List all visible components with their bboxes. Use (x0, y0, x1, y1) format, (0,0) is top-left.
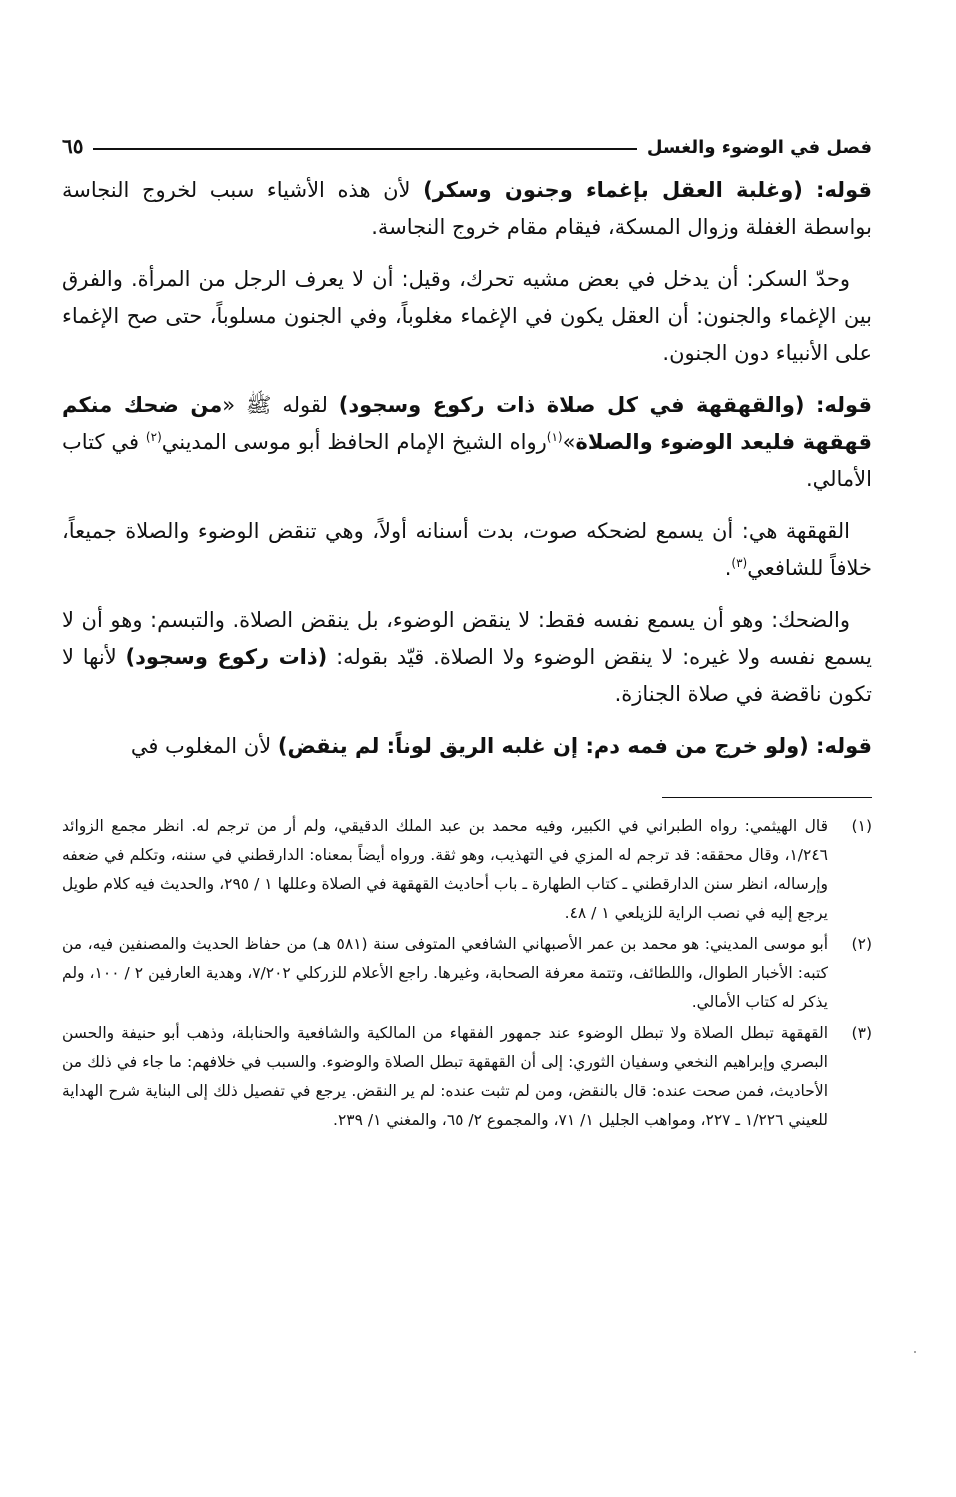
footnote-number: (١) (851, 817, 872, 835)
text-run: » (562, 430, 576, 454)
header-rule (93, 148, 636, 150)
emphasized-text: قوله: (ولو خرج من فمه دم: إن غلبه الريق لوناً: لم ينقض) (277, 734, 872, 758)
footnote-marker[interactable]: (٢) (145, 430, 162, 444)
footnote-item (62, 1019, 872, 1135)
footnote-item (62, 812, 872, 928)
paragraph (62, 602, 872, 713)
footnotes (62, 812, 872, 1135)
footnote-number: (٣) (851, 1024, 872, 1042)
footnote-text: أبو موسى المديني: هو محمد بن عمر الأصبهاني الشافعي المتوفى سنة (٥٨١ هـ) من حفاظ الحديث والمصنفين فيه، من كتبه: الأخبار الطوال، واللطائف، وتتمة معرفة الصحابة، وغيرها. راجع الأعلام للزركلي ٧/٢٠٢، وهدية العارفين ٢ / ١٠٠، ولم يذكر له كتاب الأمالي. (62, 935, 829, 1011)
footnote-item (62, 930, 872, 1017)
footnote-text: القهقهة تبطل الصلاة ولا تبطل الوضوء عند جمهور الفقهاء من المالكية والشافعية والحنابلة، وذهب أبو حنيفة والحسن البصري وإبراهيم النخعي وسفيان الثوري: إلى أن القهقهة تبطل الصلاة والوضوء. والسبب في خلافهم: ما جاء في ذلك من الأحاديث، فمن صحت عنده: قال بالنقض، ومن لم تثبت عنده: لم ير النقض. يرجع في تفصيل ذلك إلى البناية شرح الهداية للعيني ١/٢٢٦ ـ ٢٢٧، ومواهب الجليل ١/ ٧١، والمجموع ٢/ ٦٥، والمغني ١/ ٢٣٩. (62, 1024, 828, 1129)
emphasized-text: قوله: (والقهقهة في كل صلاة ذات ركوع وسجود) (338, 393, 872, 417)
page-number: ٦٥ (62, 134, 84, 158)
paragraph (62, 172, 872, 246)
paragraph (62, 513, 872, 587)
text-run: في كتاب الأمالي. (62, 430, 872, 491)
text-run: لأنها لا تكون ناقضة في صلاة الجنازة. (62, 645, 872, 706)
footnote-separator (662, 797, 872, 798)
paragraph (62, 261, 872, 372)
footnote-text: قال الهيثمي: رواه الطبراني في الكبير، وفيه محمد بن عبد الملك الدقيقي، ولم أر من ترجم له. انظر مجمع الزوائد ١/٢٤٦، وقال محققه: قد ترجم له المزي في التهذيب، وهو ثقة. ورواه أيضاً بمعناه: الدارقطني في سننه، وتكلم في ضعفه وإرساله، انظر سنن الدارقطني ـ كتاب الطهارة ـ باب أحاديث القهقهة في الصلاة وعللها ١ / ٢٩٥، والحديث فيه كلام طويل يرجع إليه في نصب الراية للزيلعي ١ / ٤٨. (62, 817, 829, 922)
text-run: وحدّ السكر: أن يدخل في بعض مشيه تحرك، وقيل: أن لا يعرف الرجل من المرأة. والفرق بين الإغماء والجنون: أن العقل يكون في الإغماء مغلوباً، وفي الجنون مسلوباً، حتى صح الإغماء على الأنبياء دون الجنون. (62, 267, 872, 365)
footnote-marker[interactable]: (١) (546, 430, 563, 444)
scan-speck (914, 1351, 916, 1353)
paragraph (62, 387, 872, 498)
text-run: لقوله ﷺ « (222, 393, 339, 417)
running-title: فصل في الوضوء والغسل (646, 137, 872, 158)
paragraph (62, 728, 872, 765)
main-text (62, 172, 872, 765)
footnote-number: (٢) (851, 935, 872, 953)
emphasized-text: (ذات ركوع وسجود) (125, 645, 328, 669)
text-run: القهقهة هي: أن يسمع لضحكه صوت، بدت أسنانه أولاً، وهي تنقض الوضوء والصلاة جميعاً، خلافاً للشافعي (62, 519, 872, 580)
text-run: والضحك: وهو أن يسمع نفسه فقط: لا ينقض الوضوء، بل ينقض الصلاة. والتبسم: وهو أن لا يسمع نفسه ولا غيره: لا ينقض الوضوء ولا الصلاة. قيّد بقوله: (62, 608, 872, 669)
book-page (62, 118, 872, 1137)
emphasized-text: من ضحك منكم قهقهة فليعد الوضوء والصلاة (62, 393, 872, 454)
text-run: . (724, 556, 732, 580)
text-run: رواه الشيخ الإمام الحافظ أبو موسى المديني (161, 430, 547, 454)
running-header (62, 118, 872, 158)
text-run: لأن هذه الأشياء سبب لخروج النجاسة بواسطة الغفلة وزوال المسكة، فيقام مقام خروج النجاسة. (62, 178, 872, 239)
emphasized-text: قوله: (وغلبة العقل بإغماء وجنون وسكر) (423, 178, 872, 202)
footnote-marker[interactable]: (٣) (731, 556, 748, 570)
text-run: لأن المغلوب في (130, 734, 278, 758)
